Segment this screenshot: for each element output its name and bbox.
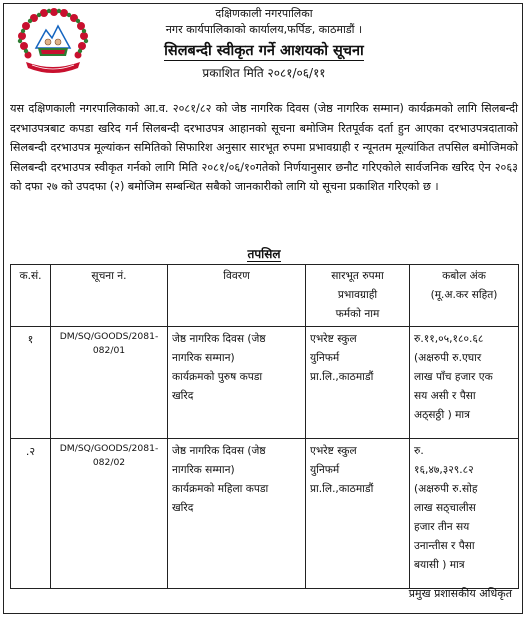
cell-line: कार्यक्रमको पुरुष कपडा (172, 371, 263, 383)
cell-line: खरिद (172, 390, 194, 402)
schedule-heading (0, 245, 528, 262)
header-line: फर्मको नाम (335, 308, 380, 320)
signatory-title: प्रमुख प्रशासकीय अधिकृत (408, 587, 512, 600)
cell-amount (410, 327, 519, 439)
body-line: छ । (422, 180, 439, 194)
cell-line: रु. (414, 445, 424, 457)
body-line: अनुसार सारभूत रुपमा प्रभावग्राही र न्यूनतम मूल्यांकित तपसिल बमोजिमको सिलबन्दी दरभाउपत्र स्वीकृत (10, 141, 519, 174)
office-address: नगर कार्यपालिकाको कार्यालय,फर्पिङ, काठमाडौं । (165, 23, 363, 36)
cell-line: जेष्ठ नागरिक दिवस (जेष्ठ (172, 445, 266, 457)
cell-line: सय असी र पैसा (414, 390, 476, 402)
cell-line: DM/SQ/GOODS/2081- (59, 443, 159, 454)
col-header-sn: क.सं. (11, 265, 51, 327)
cell-line: खरिद (172, 502, 194, 514)
cell-line: जेष्ठ नागरिक दिवस (जेष्ठ (172, 333, 266, 345)
header-line: (मू.अ.कर सहित) (430, 289, 498, 301)
cell-vendor (306, 327, 410, 439)
cell-vendor (306, 439, 410, 589)
schedule-heading-text: तपसिल (247, 247, 281, 261)
notice-title (0, 43, 528, 60)
cell-line: (अक्षरुपी रु.सोह (414, 483, 478, 495)
body-line: कार्यक्रमको लागि सिलबन्दी दरभाउपत्रबाट कपडा खरिद गर्न सिलबन्दी दरभाउपत्र आहानको सूचना (10, 102, 518, 135)
notice-title-text: सिलबन्दी स्वीकृत गर्ने आशयको सूचना (164, 43, 364, 59)
cell-line: प्रा.लि.,काठमाडौं (310, 483, 374, 495)
header-line: सारभूत रुपमा (331, 270, 384, 282)
body-line: गर्नको लागि मिति २०८१/०६/१०गतेको निर्णयानुसार छनौट गरिएकोले सार्वजनिक खरिद ऐन २०६३ (127, 160, 518, 174)
cell-line: हजार तीन सय (414, 521, 470, 533)
cell-description (168, 439, 306, 589)
header-line: प्रभावग्राही (337, 289, 378, 301)
cell-line: अठ्सठ्ठी ) मात्र (414, 409, 470, 421)
cell-line: बयासी ) मात्र (414, 559, 465, 571)
cell-line: रु.११,०५,१८०.६८ (414, 333, 484, 345)
cell-line: एभरेष्ट स्कुल (310, 333, 357, 345)
cell-notice-no (51, 327, 168, 439)
cell-line: युनिफर्म (310, 352, 340, 364)
cell-line: एभरेष्ट स्कुल (310, 445, 357, 457)
notice-body (10, 99, 518, 197)
col-header-vendor (306, 265, 410, 327)
cell-line: DM/SQ/GOODS/2081- (59, 331, 159, 342)
cell-line: प्रा.लि.,काठमाडौं (310, 371, 374, 383)
header-line: कबोल अंक (442, 270, 486, 282)
cell-line: लाख सठ्चालीस (414, 502, 476, 514)
cell-line: १६,४७,३२९.८२ (414, 464, 474, 476)
col-header-notice-no: सूचना नं. (51, 265, 168, 327)
published-date: प्रकाशित मिति २०८१/०६/११ (202, 66, 326, 80)
cell-line: लाख पाँच हजार एक (414, 371, 493, 383)
cell-notice-no (51, 439, 168, 589)
body-line: को दफा २७ को उपदफा (२) बमोजिम सम्बन्धित सबैको जानकारीको लागि यो सूचना प्रकाशित गरिएको (10, 180, 420, 194)
cell-sn: .२ (11, 439, 51, 589)
award-table (10, 264, 519, 589)
cell-description (168, 327, 306, 439)
body-line: बमोजिम रितपूर्वक दर्ता हुन आएका दरभाउपत्रदाताको सिलबन्दी दरभाउपत्र मूल्यांकन समितिको सिफारिश (10, 121, 518, 155)
cell-line: 082/02 (92, 457, 126, 468)
col-header-amount (410, 265, 519, 327)
table-header-row (11, 265, 519, 327)
cell-line: कार्यक्रमको महिला कपडा (172, 483, 269, 495)
col-header-description: विवरण (168, 265, 306, 327)
cell-line: 082/01 (92, 345, 126, 356)
cell-sn: १ (11, 327, 51, 439)
cell-line: युनिफर्म (310, 464, 340, 476)
cell-line: उनान्तीस र पैसा (414, 540, 475, 552)
municipality-name: दक्षिणकाली नगरपालिका (215, 7, 313, 20)
cell-line: नागरिक सम्मान) (172, 352, 235, 364)
cell-amount (410, 439, 519, 589)
table-row (11, 439, 519, 589)
table-row (11, 327, 519, 439)
body-line: यस दक्षिणकाली नगरपालिकाको आ.व. २०८१/८२ को जेष्ठ नागरिक दिवस (जेष्ठ नागरिक सम्मान) (10, 102, 404, 115)
cell-line: नागरिक सम्मान) (172, 464, 235, 476)
cell-line: (अक्षरुपी रु.एघार (414, 352, 482, 364)
